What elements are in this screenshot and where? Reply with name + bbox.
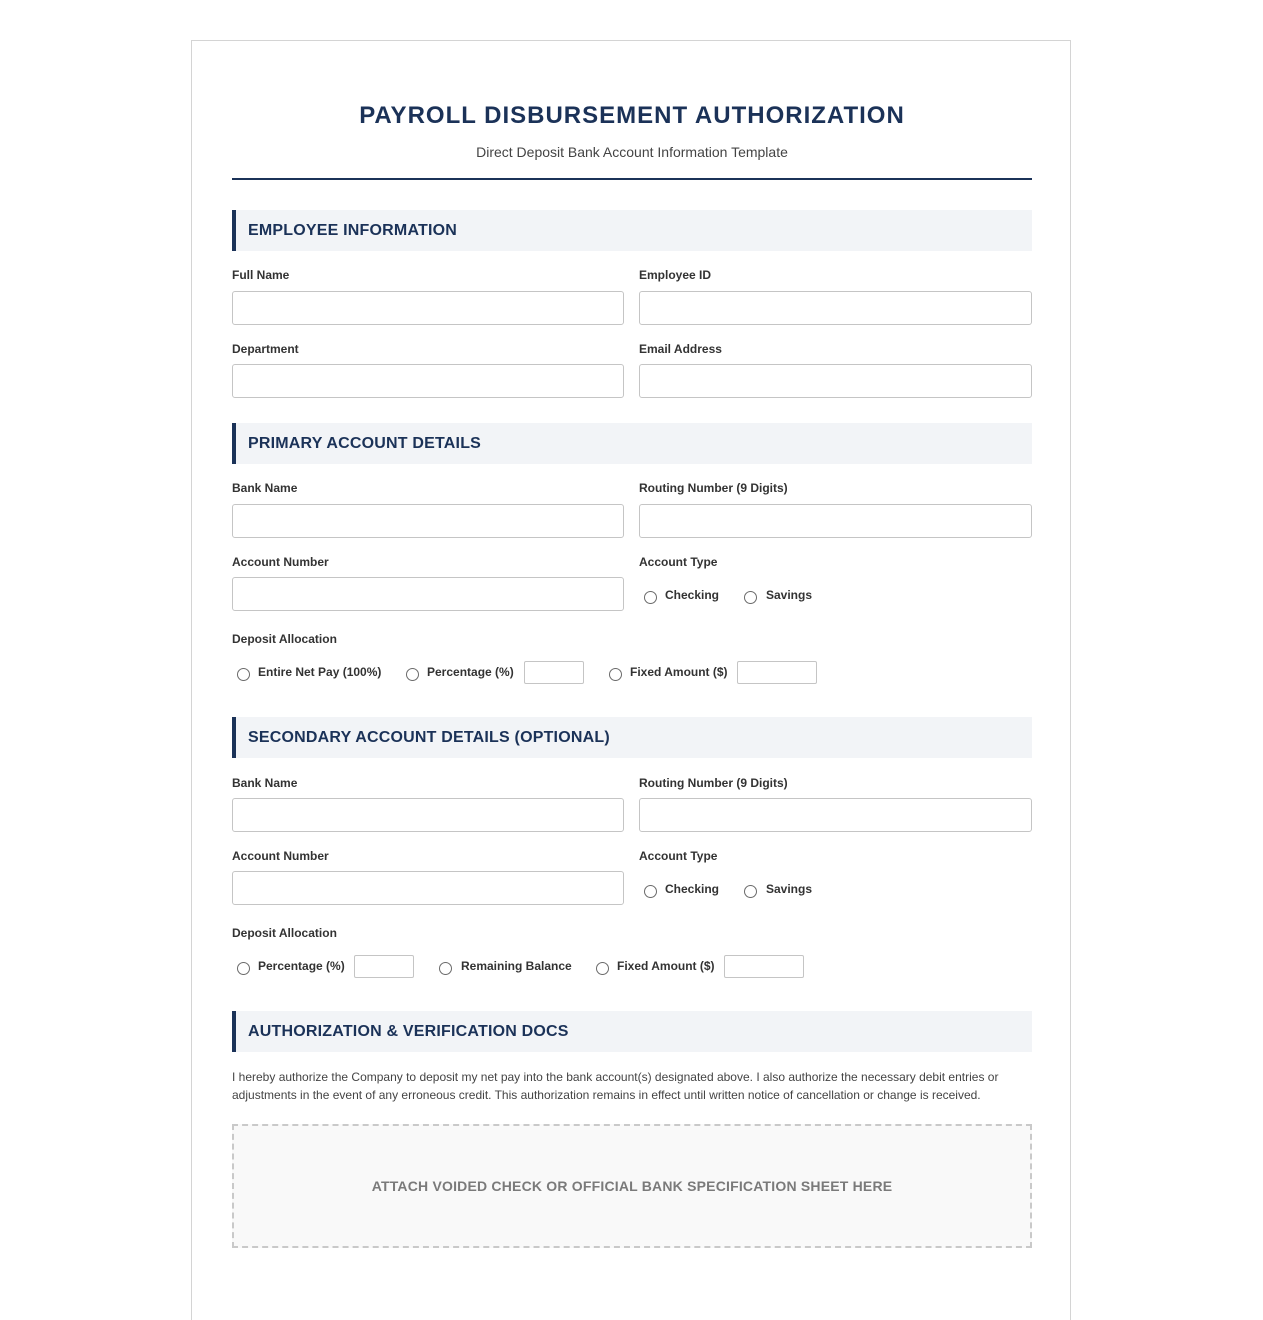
primary-allocation-label: Deposit Allocation — [232, 632, 337, 646]
email-label: Email Address — [639, 342, 722, 356]
full-name-label: Full Name — [232, 268, 290, 282]
secondary-account-number-input[interactable] — [232, 871, 624, 905]
secondary-account-number-label: Account Number — [232, 849, 329, 863]
secondary-percentage-label: Percentage (%) — [258, 959, 345, 973]
department-label: Department — [232, 342, 299, 356]
primary-checking-radio[interactable] — [644, 591, 657, 604]
email-input[interactable] — [639, 364, 1032, 398]
secondary-checking-radio[interactable] — [644, 885, 657, 898]
secondary-savings-radio[interactable] — [744, 885, 757, 898]
secondary-percentage-input[interactable] — [354, 955, 414, 978]
secondary-allocation-label: Deposit Allocation — [232, 926, 337, 940]
secondary-remaining-radio[interactable] — [439, 962, 452, 975]
primary-bank-name-input[interactable] — [232, 504, 624, 538]
primary-fixed-input[interactable] — [737, 661, 817, 684]
secondary-percentage-radio[interactable] — [237, 962, 250, 975]
primary-account-number-input[interactable] — [232, 577, 624, 611]
header-divider — [232, 178, 1032, 180]
secondary-remaining-label: Remaining Balance — [461, 959, 572, 973]
primary-entire-radio[interactable] — [237, 668, 250, 681]
section-employee-information: EMPLOYEE INFORMATION — [232, 210, 1032, 251]
primary-percentage-label: Percentage (%) — [427, 665, 514, 679]
department-input[interactable] — [232, 364, 624, 398]
primary-bank-name-label: Bank Name — [232, 481, 298, 495]
authorization-text: I hereby authorize the Company to deposit my net pay into the bank account(s) designated above. I also authorize the necessary debit entries or adjustments in the event of any erroneous credit. This authorization remains in effect until written notice of cancellation or change is received. — [232, 1070, 999, 1102]
page-subtitle: Direct Deposit Bank Account Information Template — [476, 144, 788, 160]
primary-checking-label: Checking — [665, 588, 720, 602]
secondary-bank-name-input[interactable] — [232, 798, 624, 832]
secondary-fixed-input[interactable] — [724, 955, 804, 978]
primary-routing-input[interactable] — [639, 504, 1032, 538]
primary-account-number-label: Account Number — [232, 555, 329, 569]
primary-savings-radio[interactable] — [744, 591, 757, 604]
section-secondary-account: SECONDARY ACCOUNT DETAILS (OPTIONAL) — [232, 717, 1032, 758]
secondary-fixed-radio[interactable] — [596, 962, 609, 975]
secondary-account-type-label: Account Type — [639, 849, 718, 863]
primary-savings-label: Savings — [766, 588, 813, 602]
section-authorization: AUTHORIZATION & VERIFICATION DOCS — [232, 1011, 1032, 1052]
form-page — [191, 40, 1071, 1320]
primary-entire-label: Entire Net Pay (100%) — [258, 665, 382, 679]
primary-fixed-label: Fixed Amount ($) — [630, 665, 728, 679]
primary-percentage-radio[interactable] — [406, 668, 419, 681]
primary-routing-label: Routing Number (9 Digits) — [639, 481, 788, 495]
employee-id-label: Employee ID — [639, 268, 712, 282]
primary-account-type-label: Account Type — [639, 555, 718, 569]
full-name-input[interactable] — [232, 291, 624, 325]
attachment-dropzone[interactable]: ATTACH VOIDED CHECK OR OFFICIAL BANK SPECIFICATION SHEET HERE — [232, 1124, 1032, 1248]
secondary-bank-name-label: Bank Name — [232, 776, 298, 790]
employee-id-input[interactable] — [639, 291, 1032, 325]
section-primary-account: PRIMARY ACCOUNT DETAILS — [232, 423, 1032, 464]
primary-fixed-radio[interactable] — [609, 668, 622, 681]
secondary-routing-input[interactable] — [639, 798, 1032, 832]
primary-percentage-input[interactable] — [524, 661, 584, 684]
page-title: PAYROLL DISBURSEMENT AUTHORIZATION — [359, 102, 905, 129]
secondary-routing-label: Routing Number (9 Digits) — [639, 776, 788, 790]
secondary-fixed-label: Fixed Amount ($) — [617, 959, 715, 973]
secondary-checking-label: Checking — [665, 882, 720, 896]
secondary-savings-label: Savings — [766, 882, 813, 896]
